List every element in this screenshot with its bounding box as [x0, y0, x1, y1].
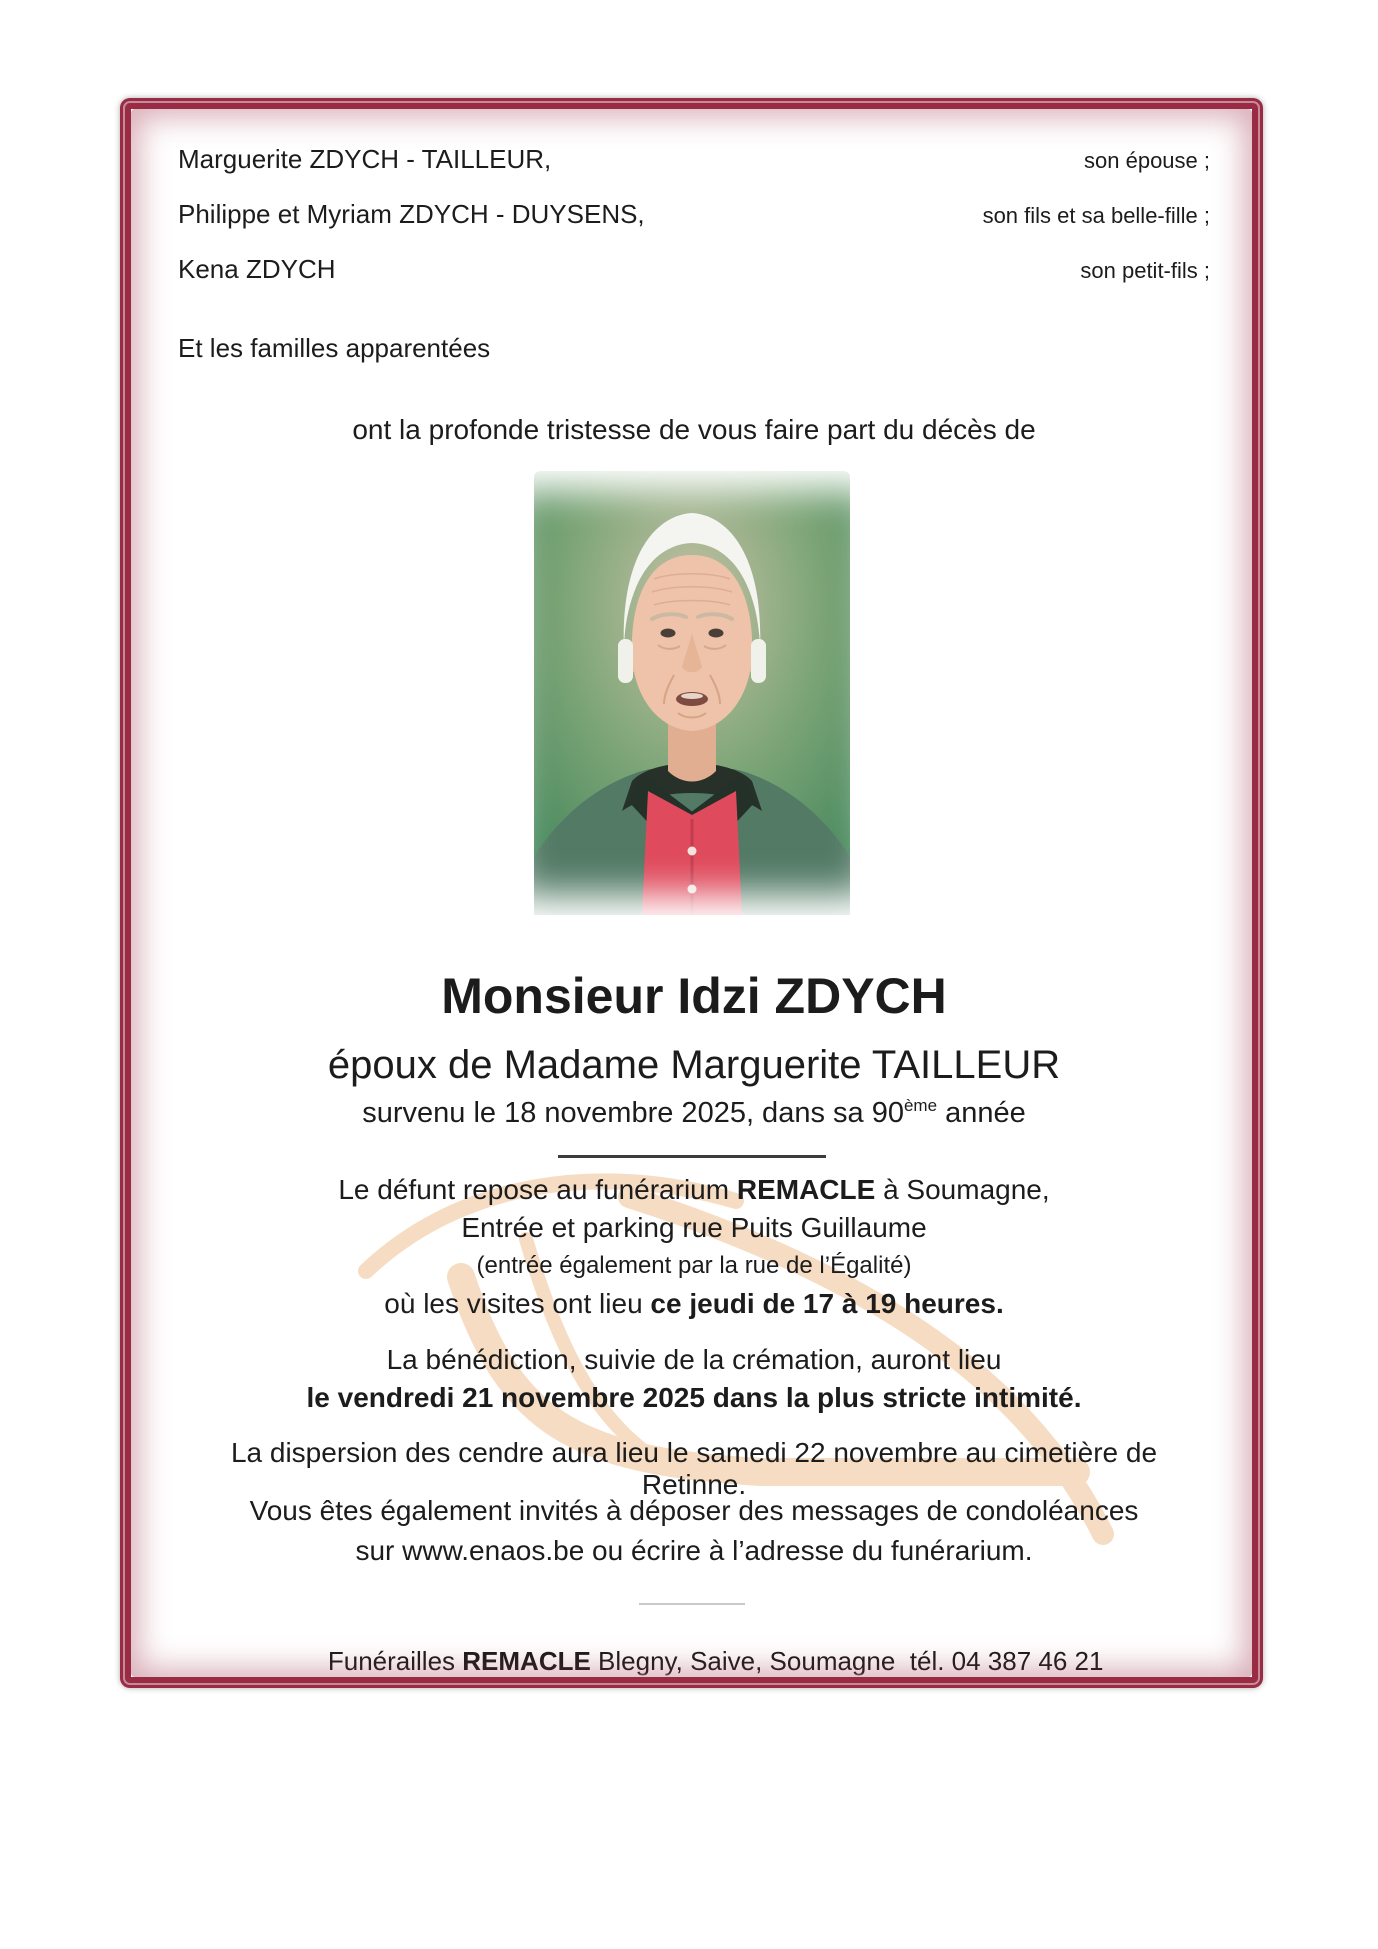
deceased-name: Monsieur Idzi ZDYCH — [441, 968, 947, 1024]
relative-relation: son fils et sa belle-fille ; — [982, 203, 1210, 228]
repose-line-1-text: Le défunt repose au funérarium — [338, 1174, 737, 1205]
condolences-line-1: Vous êtes également invités à déposer des messages de condoléances — [249, 1495, 1139, 1526]
ashes-dispersion-line: La dispersion des cendre aura lieu le samedi 22 novembre au cimetière de Retinne. — [230, 1437, 1158, 1500]
visits-text: où les visites ont lieu — [384, 1288, 651, 1319]
families-line: Et les familles apparentées — [178, 333, 491, 363]
death-date-line — [178, 1097, 1210, 1130]
footer-divider — [639, 1603, 745, 1605]
death-date-suffix: année — [937, 1097, 1026, 1129]
relative-name: Philippe et Myriam ZDYCH - DUYSENS, — [178, 199, 645, 229]
repose-line-1-suffix: à Soumagne, — [875, 1174, 1050, 1205]
relatives-list — [178, 145, 1210, 310]
repose-line-4 — [178, 1285, 1210, 1323]
ceremony-line-2: le vendredi 21 novembre 2025 dans la plus stricte intimité. — [306, 1382, 1082, 1413]
relative-name: Kena ZDYCH — [178, 254, 336, 284]
relative-name: Marguerite ZDYCH - TAILLEUR, — [178, 144, 552, 174]
condolences-paragraph — [178, 1491, 1210, 1571]
section-divider — [558, 1155, 826, 1158]
death-date-text: survenu le 18 novembre 2025, dans sa 90 — [362, 1097, 904, 1129]
repose-line-1 — [178, 1171, 1210, 1209]
portrait-photo — [482, 459, 902, 927]
photo-feathered-edge — [482, 459, 902, 927]
funeral-home-footer — [178, 1615, 1210, 1708]
repose-paragraph — [178, 1171, 1210, 1323]
visits-schedule: ce jeudi de 17 à 19 heures. — [650, 1288, 1004, 1319]
decorative-frame — [120, 98, 1263, 1688]
relative-relation: son épouse ; — [1084, 148, 1210, 173]
ceremony-paragraph — [178, 1341, 1210, 1417]
condolences-line-2: sur www.enaos.be ou écrire à l’adresse du funérarium. — [355, 1535, 1033, 1566]
relative-row — [178, 200, 1210, 230]
ordinal-superscript: ème — [903, 1096, 938, 1115]
repose-line-2: Entrée et parking rue Puits Guillaume — [461, 1212, 927, 1243]
relative-row — [178, 255, 1210, 285]
footer-prefix: Funérailles — [327, 1646, 463, 1676]
footer-funeral-home-name: REMACLE — [462, 1646, 591, 1676]
repose-line-3: (entrée également par la rue de l’Égalité) — [476, 1252, 912, 1279]
relative-relation: son petit-fils ; — [1080, 258, 1210, 283]
footer-address-phone: Blegny, Saive, Soumagne tél. 04 387 46 21 — [590, 1646, 1104, 1676]
announcement-line: ont la profonde tristesse de vous faire part du décès de — [352, 414, 1036, 445]
ceremony-line-1: La bénédiction, suivie de la crémation, auront lieu — [386, 1344, 1002, 1375]
funeral-home-name: REMACLE — [736, 1174, 876, 1205]
relative-row — [178, 145, 1210, 175]
spouse-line: époux de Madame Marguerite TAILLEUR — [327, 1043, 1061, 1087]
